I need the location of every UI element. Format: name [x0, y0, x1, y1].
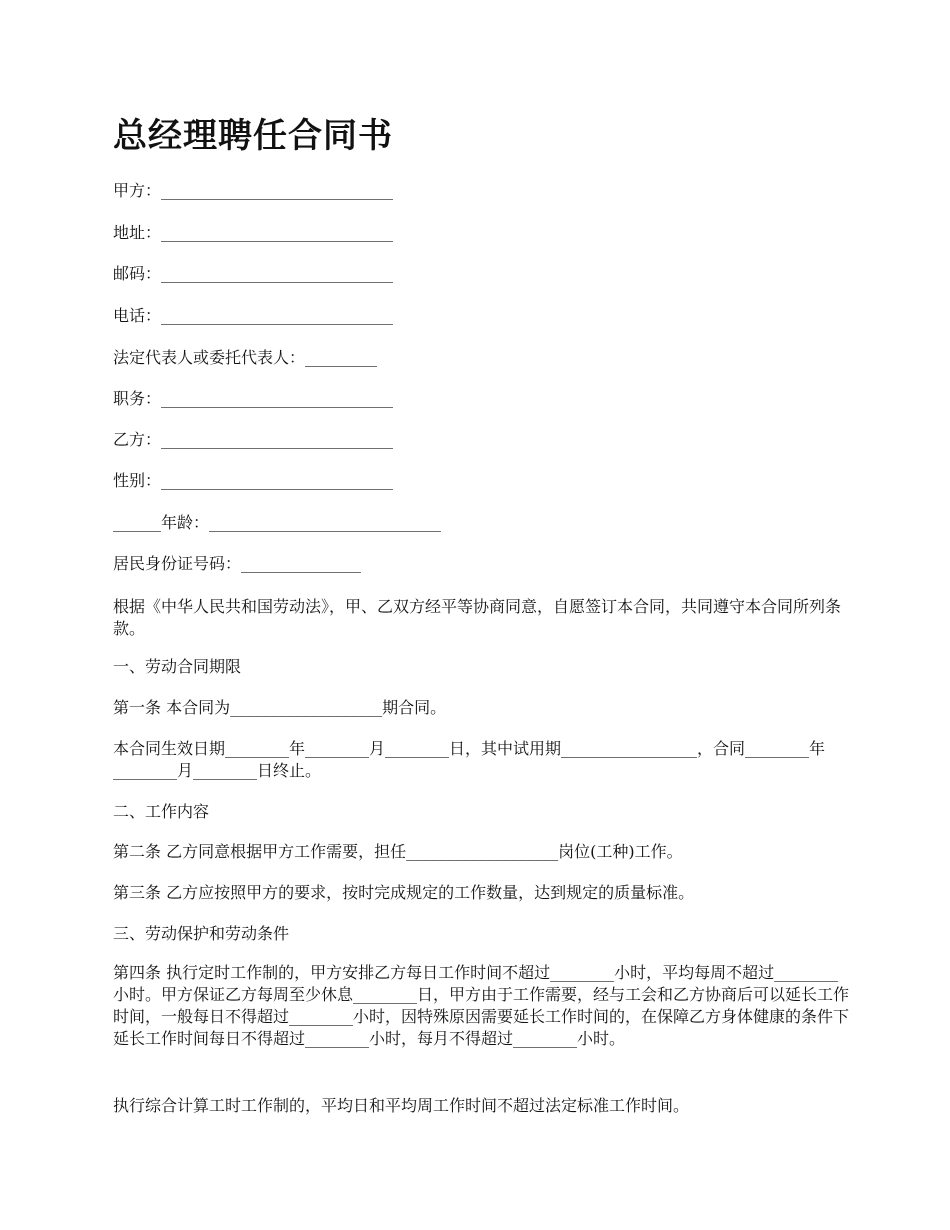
field-postcode: 邮码：_____________________________ [113, 264, 394, 283]
article-2: 第二条 乙方同意根据甲方工作需要，担任___________________岗位(工种)工作。 [113, 842, 683, 861]
field-address: 地址：_____________________________ [113, 223, 394, 242]
document-title: 总经理聘任合同书 [113, 116, 393, 156]
field-phone: 电话：_____________________________ [113, 306, 394, 325]
field-gender: 性别：_____________________________ [113, 471, 394, 490]
field-age: ______年龄：_____________________________ [113, 513, 442, 532]
article-4-paragraph: 第四条 执行定时工作制的，甲方安排乙方每日工作时间不超过________小时，平均每周不超过________小时。甲方保证乙方每周至少休息________日，甲方由于工作需要，经与工会和乙方协商后可以延长工作时间，一般每日不得超过________小时，因特殊原因需要延长工作时间的，在保障乙方身体健康的条件下延长工作时间每日不得超过________小时，每月不得超过________小时。 [113, 963, 850, 1048]
section-heading-work: 二、工作内容 [113, 802, 210, 821]
field-position: 职务：_____________________________ [113, 389, 394, 408]
section-heading-term: 一、劳动合同期限 [113, 657, 242, 676]
article-1-term-paragraph: 本合同生效日期________年________月________日，其中试用期_________________，合同________年________月________日终止。 [113, 739, 826, 780]
article-3: 第三条 乙方应按照甲方的要求，按时完成规定的工作数量，达到规定的质量标准。 [113, 883, 695, 902]
field-legal-representative: 法定代表人或委托代表人：_________ [113, 348, 378, 367]
field-party-b: 乙方：_____________________________ [113, 430, 394, 449]
section-heading-protection: 三、劳动保护和劳动条件 [113, 924, 290, 943]
field-party-a: 甲方：_____________________________ [113, 181, 394, 200]
article-1: 第一条 本合同为___________________期合同。 [113, 698, 447, 717]
field-id-number: 居民身份证号码：_______________ [113, 554, 362, 573]
preamble-paragraph: 根据《中华人民共和国劳动法》，甲、乙双方经平等协商同意，自愿签订本合同，共同遵守本合同所列条款。 [113, 597, 842, 638]
article-4-extra: 执行综合计算工时工作制的，平均日和平均周工作时间不超过法定标准工作时间。 [113, 1096, 690, 1115]
